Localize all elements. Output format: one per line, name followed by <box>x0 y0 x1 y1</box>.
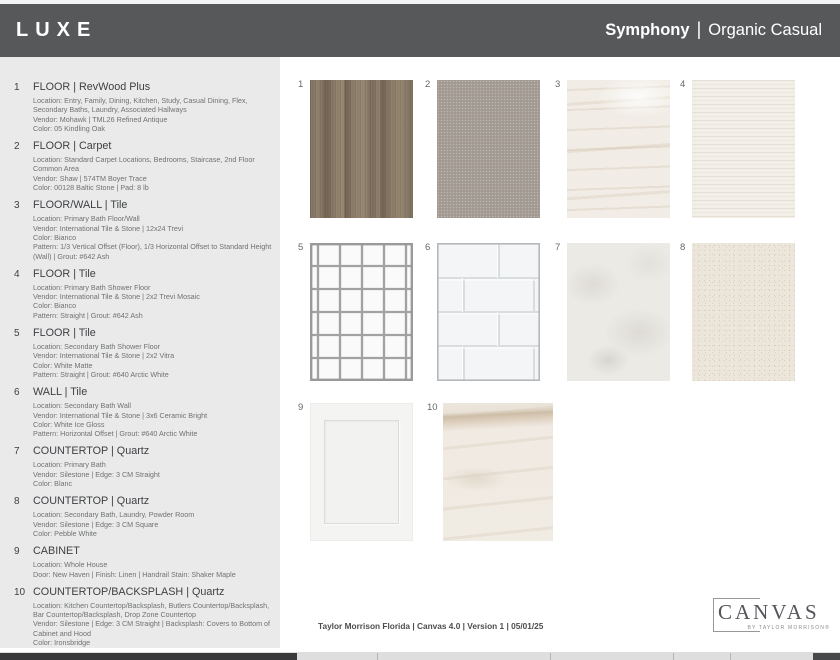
spec-item-title: COUNTERTOP | Quartz <box>33 445 150 458</box>
swatch-number: 1 <box>298 79 304 90</box>
spec-list-item <box>0 268 272 320</box>
swatch-number: 8 <box>680 242 686 253</box>
swatch-number: 4 <box>680 79 686 90</box>
spec-item-body <box>33 199 272 260</box>
spec-detail-line: Color: Blanc <box>33 479 73 489</box>
swatch-number: 3 <box>555 79 561 90</box>
swatch-number: 2 <box>425 79 431 90</box>
carpet-swatch <box>437 80 540 218</box>
swatch-7-quartz-blanc <box>555 242 670 381</box>
spec-item-details <box>33 283 272 320</box>
spec-detail-line: Location: Primary Bath Floor/Wall <box>33 214 140 224</box>
header-bar <box>0 4 840 57</box>
spec-detail-line: Color: White Matte <box>33 360 93 370</box>
spec-detail-line: Pattern: Straight | Grout: #642 Ash <box>33 310 143 320</box>
spec-detail-line: Location: Entry, Family, Dining, Kitchen, Study, Casual Dining, Flex, Secondary Baths, Laundry, Associated Hallways <box>33 96 248 115</box>
grid-tile-pattern <box>310 243 413 381</box>
spec-item-details <box>33 460 272 488</box>
spec-item-title: FLOOR/WALL | Tile <box>33 199 128 212</box>
spec-detail-line: Color: White Ice Gloss <box>33 419 105 429</box>
collection-separator: | <box>696 19 702 39</box>
spec-item-body <box>33 445 272 488</box>
spec-detail-line: Color: Ironsbridge <box>33 637 91 647</box>
spec-item-details <box>33 401 272 438</box>
collection-style-name: Organic Casual <box>708 21 822 39</box>
spec-detail-line: Pattern: Straight | Grout: #640 Arctic White <box>33 369 169 379</box>
spec-item-title: COUNTERTOP | Quartz <box>33 495 150 508</box>
spec-sidebar <box>0 57 280 648</box>
spec-item-title: FLOOR | Carpet <box>33 140 112 153</box>
spec-detail-line: Pattern: 1/3 Vertical Offset (Floor), 1/3 Horizontal Offset to Standard Height (Wall) | Grout: #642 Ash <box>33 242 272 261</box>
swatch-1-revwood-floor <box>298 79 413 218</box>
spec-item-number: 10 <box>14 586 26 598</box>
spec-item-body <box>33 586 272 647</box>
cabinet-door-swatch <box>310 403 413 541</box>
quartz-pebble-white-swatch <box>692 243 795 381</box>
spec-list-item <box>0 545 272 579</box>
spec-item-body <box>33 140 272 192</box>
spec-item-body <box>33 81 272 133</box>
swatch-4-trevi-mosaic <box>680 79 795 218</box>
spec-list-item <box>0 140 272 192</box>
canvas-brandmark <box>718 600 830 631</box>
canvas-wordmark-text: CANVAS <box>718 600 820 624</box>
spec-detail-line: Location: Secondary Bath Wall <box>33 401 132 411</box>
brand-logo: LUXE <box>16 19 98 41</box>
spec-detail-line: Vendor: International Tile & Stone | 3x6 Ceramic Bright <box>33 410 208 420</box>
spec-item-body <box>33 327 272 379</box>
spec-item-title: FLOOR | Tile <box>33 267 96 280</box>
scrollbar-tick <box>550 653 551 660</box>
spec-item-details <box>33 510 272 538</box>
spec-item-body <box>33 268 272 320</box>
swatch-5-vitra-mosaic <box>298 242 413 381</box>
spec-item-details <box>33 560 272 579</box>
subway-tile-swatch <box>437 243 540 381</box>
spec-list-item <box>0 327 272 379</box>
spec-detail-line: Door: New Haven | Finish: Linen | Handrail Stain: Shaker Maple <box>33 569 236 579</box>
spec-detail-line: Vendor: Silestone | Edge: 3 CM Straight | Backsplash: Covers to Bottom of Cabinet and Hood <box>33 619 271 638</box>
scrollbar-tick <box>730 653 731 660</box>
spec-item-title: WALL | Tile <box>33 386 88 399</box>
spec-detail-line: Vendor: Mohawk | TML26 Refined Antique <box>33 114 168 124</box>
spec-item-title: FLOOR | RevWood Plus <box>33 81 151 93</box>
spec-detail-line: Vendor: International Tile & Stone | 12x24 Trevi <box>33 223 184 233</box>
scrollbar-tick <box>673 653 674 660</box>
spec-detail-line: Location: Secondary Bath Shower Floor <box>33 342 161 352</box>
spec-item-number: 5 <box>14 328 20 340</box>
swatch-number: 5 <box>298 242 304 253</box>
grid-mosaic-tile-swatch <box>310 243 413 381</box>
collection-name: Symphony <box>605 21 690 39</box>
spec-detail-line: Location: Whole House <box>33 560 108 570</box>
spec-detail-line: Color: Bianco <box>33 232 77 242</box>
spec-detail-line: Vendor: International Tile & Stone | 2x2 Trevi Mosaic <box>33 292 200 302</box>
spec-detail-line: Color: 00128 Baltic Stone | Pad: 8 lb <box>33 183 149 193</box>
swatch-3-trevi-tile <box>555 79 670 218</box>
spec-item-number: 3 <box>14 200 20 212</box>
canvas-wordmark <box>718 600 830 624</box>
spec-detail-line: Location: Primary Bath <box>33 460 106 470</box>
canvas-tagline: BY TAYLOR MORRISON® <box>747 625 830 631</box>
swatch-number: 7 <box>555 242 561 253</box>
spec-item-title: FLOOR | Tile <box>33 327 96 340</box>
document-version-line: Taylor Morrison Florida | Canvas 4.0 | Version 1 | 05/01/25 <box>318 621 544 631</box>
travertine-mosaic-swatch <box>692 80 795 218</box>
spec-detail-line: Vendor: Silestone | Edge: 3 CM Square <box>33 519 159 529</box>
spec-detail-line: Vendor: International Tile & Stone | 2x2 Vitra <box>33 351 175 361</box>
spec-list-item <box>0 199 272 260</box>
spec-detail-line: Location: Primary Bath Shower Floor <box>33 282 151 292</box>
spec-item-details <box>33 342 272 379</box>
swatch-number: 10 <box>427 402 438 413</box>
spec-item-number: 9 <box>14 546 20 558</box>
scrollbar-tick <box>377 653 378 660</box>
spec-item-details <box>33 601 272 647</box>
spec-detail-line: Location: Kitchen Countertop/Backsplash, Butlers Countertop/Backsplash, Bar Countertop/Backsplash, Drop Zone Countertop <box>33 600 270 620</box>
spec-item-number: 4 <box>14 268 20 280</box>
cabinet-door-panel <box>324 420 399 524</box>
spec-detail-line: Color: 05 Kindling Oak <box>33 123 105 133</box>
spec-item-number: 1 <box>14 82 20 93</box>
spec-item-details <box>33 214 272 260</box>
spec-list-item <box>0 495 272 538</box>
spec-detail-line: Vendor: Shaw | 574TM Boyer Trace <box>33 173 147 183</box>
swatch-number: 9 <box>298 402 304 413</box>
spec-detail-line: Color: Bianco <box>33 301 77 311</box>
spec-item-title: COUNTERTOP/BACKSPLASH | Quartz <box>33 585 225 598</box>
spec-item-details <box>33 96 272 133</box>
spec-detail-line: Location: Standard Carpet Locations, Bedrooms, Staircase, 2nd Floor Common Area <box>33 155 255 174</box>
swatch-10-quartz-ironsbridge <box>427 402 553 541</box>
quartz-blanc-swatch <box>567 243 670 381</box>
spec-list-item <box>0 386 272 438</box>
spec-detail-line: Location: Secondary Bath, Laundry, Powder Room <box>33 510 195 520</box>
spec-detail-line: Color: Pebble White <box>33 528 97 538</box>
subway-tile-pattern <box>437 243 540 381</box>
spec-item-number: 6 <box>14 387 20 399</box>
swatch-9-cabinet-door <box>298 402 413 541</box>
horizontal-scrollbar-track[interactable] <box>0 652 840 660</box>
spec-item-body <box>33 545 272 579</box>
swatch-8-quartz-pebble-white <box>680 242 795 381</box>
spec-list-item <box>0 81 272 133</box>
scrollbar-end-cap <box>813 653 840 660</box>
swatch-6-subway-tile <box>425 242 540 381</box>
spec-item-number: 2 <box>14 141 20 153</box>
travertine-tile-swatch <box>567 80 670 218</box>
spec-detail-line: Vendor: Silestone | Edge: 3 CM Straight <box>33 469 160 479</box>
scrollbar-thumb[interactable] <box>0 653 297 660</box>
collection-title <box>605 20 822 41</box>
spec-list-item <box>0 586 272 647</box>
spec-item-title: CABINET <box>33 545 80 558</box>
swatch-2-carpet <box>425 79 540 218</box>
quartz-ironsbridge-swatch <box>443 403 553 541</box>
wood-plank-swatch <box>310 80 413 218</box>
spec-list-item <box>0 445 272 488</box>
spec-item-number: 8 <box>14 496 20 508</box>
spec-item-number: 7 <box>14 446 20 458</box>
spec-item-body <box>33 386 272 438</box>
swatch-number: 6 <box>425 242 431 253</box>
spec-item-body <box>33 495 272 538</box>
spec-detail-line: Pattern: Horizontal Offset | Grout: #640 Arctic White <box>33 429 198 439</box>
spec-item-details <box>33 155 272 192</box>
